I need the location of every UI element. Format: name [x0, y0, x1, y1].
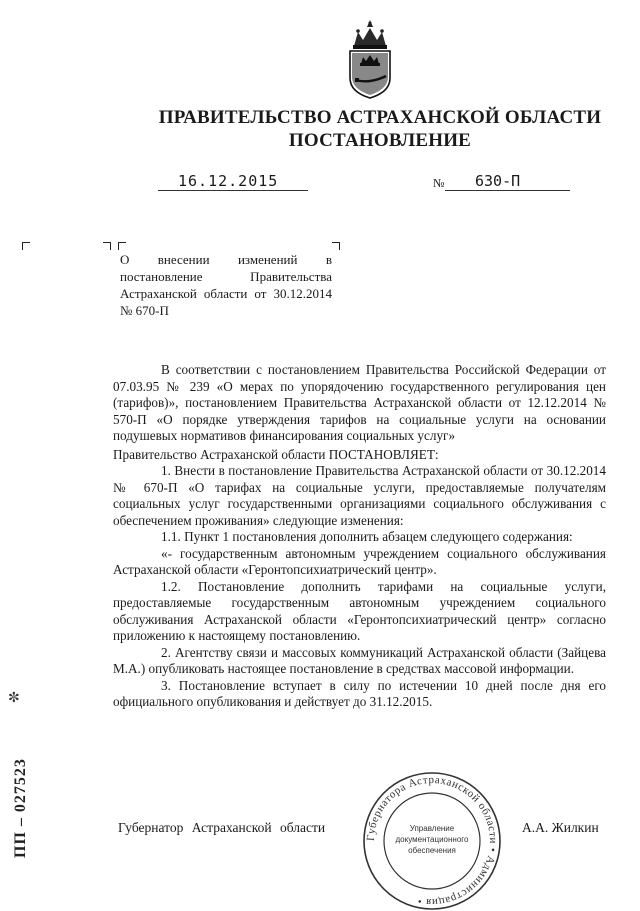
preamble-paragraph: В соответствии с постановлением Правительства Российской Федерации от 07.03.95 № 239 «О мерах по упорядочению государственного регулирования цен (тарифов)», постановлением Правительства Астраханской области от 12.12.2014 № 570-П «О порядке утверждения тарифов на социальные услуги на основании подушевых нормативов финансирования социальных услуг» [113, 362, 606, 443]
date-underline [158, 190, 308, 191]
paragraph-1-2: 1.2. Постановление дополнить тарифами на социальные услуги, предоставляемые государственным автономным учреждением социального обслуживания Астраханской области «Геронтопсихиатрический центр» согласно приложению к настоящему постановлению. [113, 578, 606, 643]
document-body [113, 362, 606, 711]
crown-icon [353, 20, 387, 49]
side-registration-code [4, 712, 34, 862]
paragraph-1-1-quote: «- государственным автономным учреждением социального обслуживания Астраханской области «Геронтопсихиатрический центр». [113, 545, 606, 577]
stamp-center-line-3: обеспечения [408, 846, 456, 855]
document-type: ПОСТАНОВЛЕНИЕ [288, 130, 472, 151]
number-underline [445, 190, 570, 191]
document-number: 630-П [475, 172, 521, 190]
coat-of-arms-emblem [340, 18, 400, 100]
paragraph-1: 1. Внести в постановление Правительства Астраханской области от 30.12.2014 № 670-П «О тарифах на социальные услуги, предоставляемые получателям социальных услуг государственными организациями социального обслуживания с обеспечением проживания» следующие изменения: [113, 463, 606, 528]
stamp-center-line-2: документационного [395, 835, 469, 844]
document-date: 16.12.2015 [178, 172, 279, 190]
org-title: ПРАВИТЕЛЬСТВО АСТРАХАНСКОЙ ОБЛАСТИ [158, 107, 602, 128]
stamp-center-line-1: Управление [409, 824, 455, 833]
side-code-text: ПП – 027523 [12, 758, 29, 858]
office-stamp [362, 771, 502, 911]
signatory-name: А.А. Жилкин [522, 820, 599, 835]
org-title-block [0, 106, 640, 152]
corner-mark [118, 242, 126, 250]
paragraph-1-1: 1.1. Пункт 1 постановления дополнить абзацем следующего содержания: [161, 529, 573, 544]
document-subject: О внесении изменений в постановление Правительства Астраханской области от 30.12.2014 № 670-П [120, 252, 332, 318]
side-ornament-icon: ✼ [8, 691, 20, 706]
stamp-ring-text: Губернатора Астраханской области • Администрация • [364, 773, 500, 909]
paragraph-2: 2. Агентству связи и массовых коммуникаций Астраханской области (Зайцева М.А.) опубликовать настоящее постановление в средствах массовой информации. [113, 644, 606, 676]
signatory-position: Губернатор Астраханской области [118, 820, 326, 835]
paragraph-3: 3. Постановление вступает в силу по истечении 10 дней после дня его официального опубликования и действует до 31.12.2015. [113, 677, 606, 709]
corner-mark [22, 242, 30, 250]
resolution-statement: Правительство Астраханской области ПОСТАНОВЛЯЕТ: [113, 446, 439, 462]
corner-mark [103, 242, 111, 250]
number-sign: № [433, 176, 445, 190]
corner-mark [332, 242, 340, 250]
